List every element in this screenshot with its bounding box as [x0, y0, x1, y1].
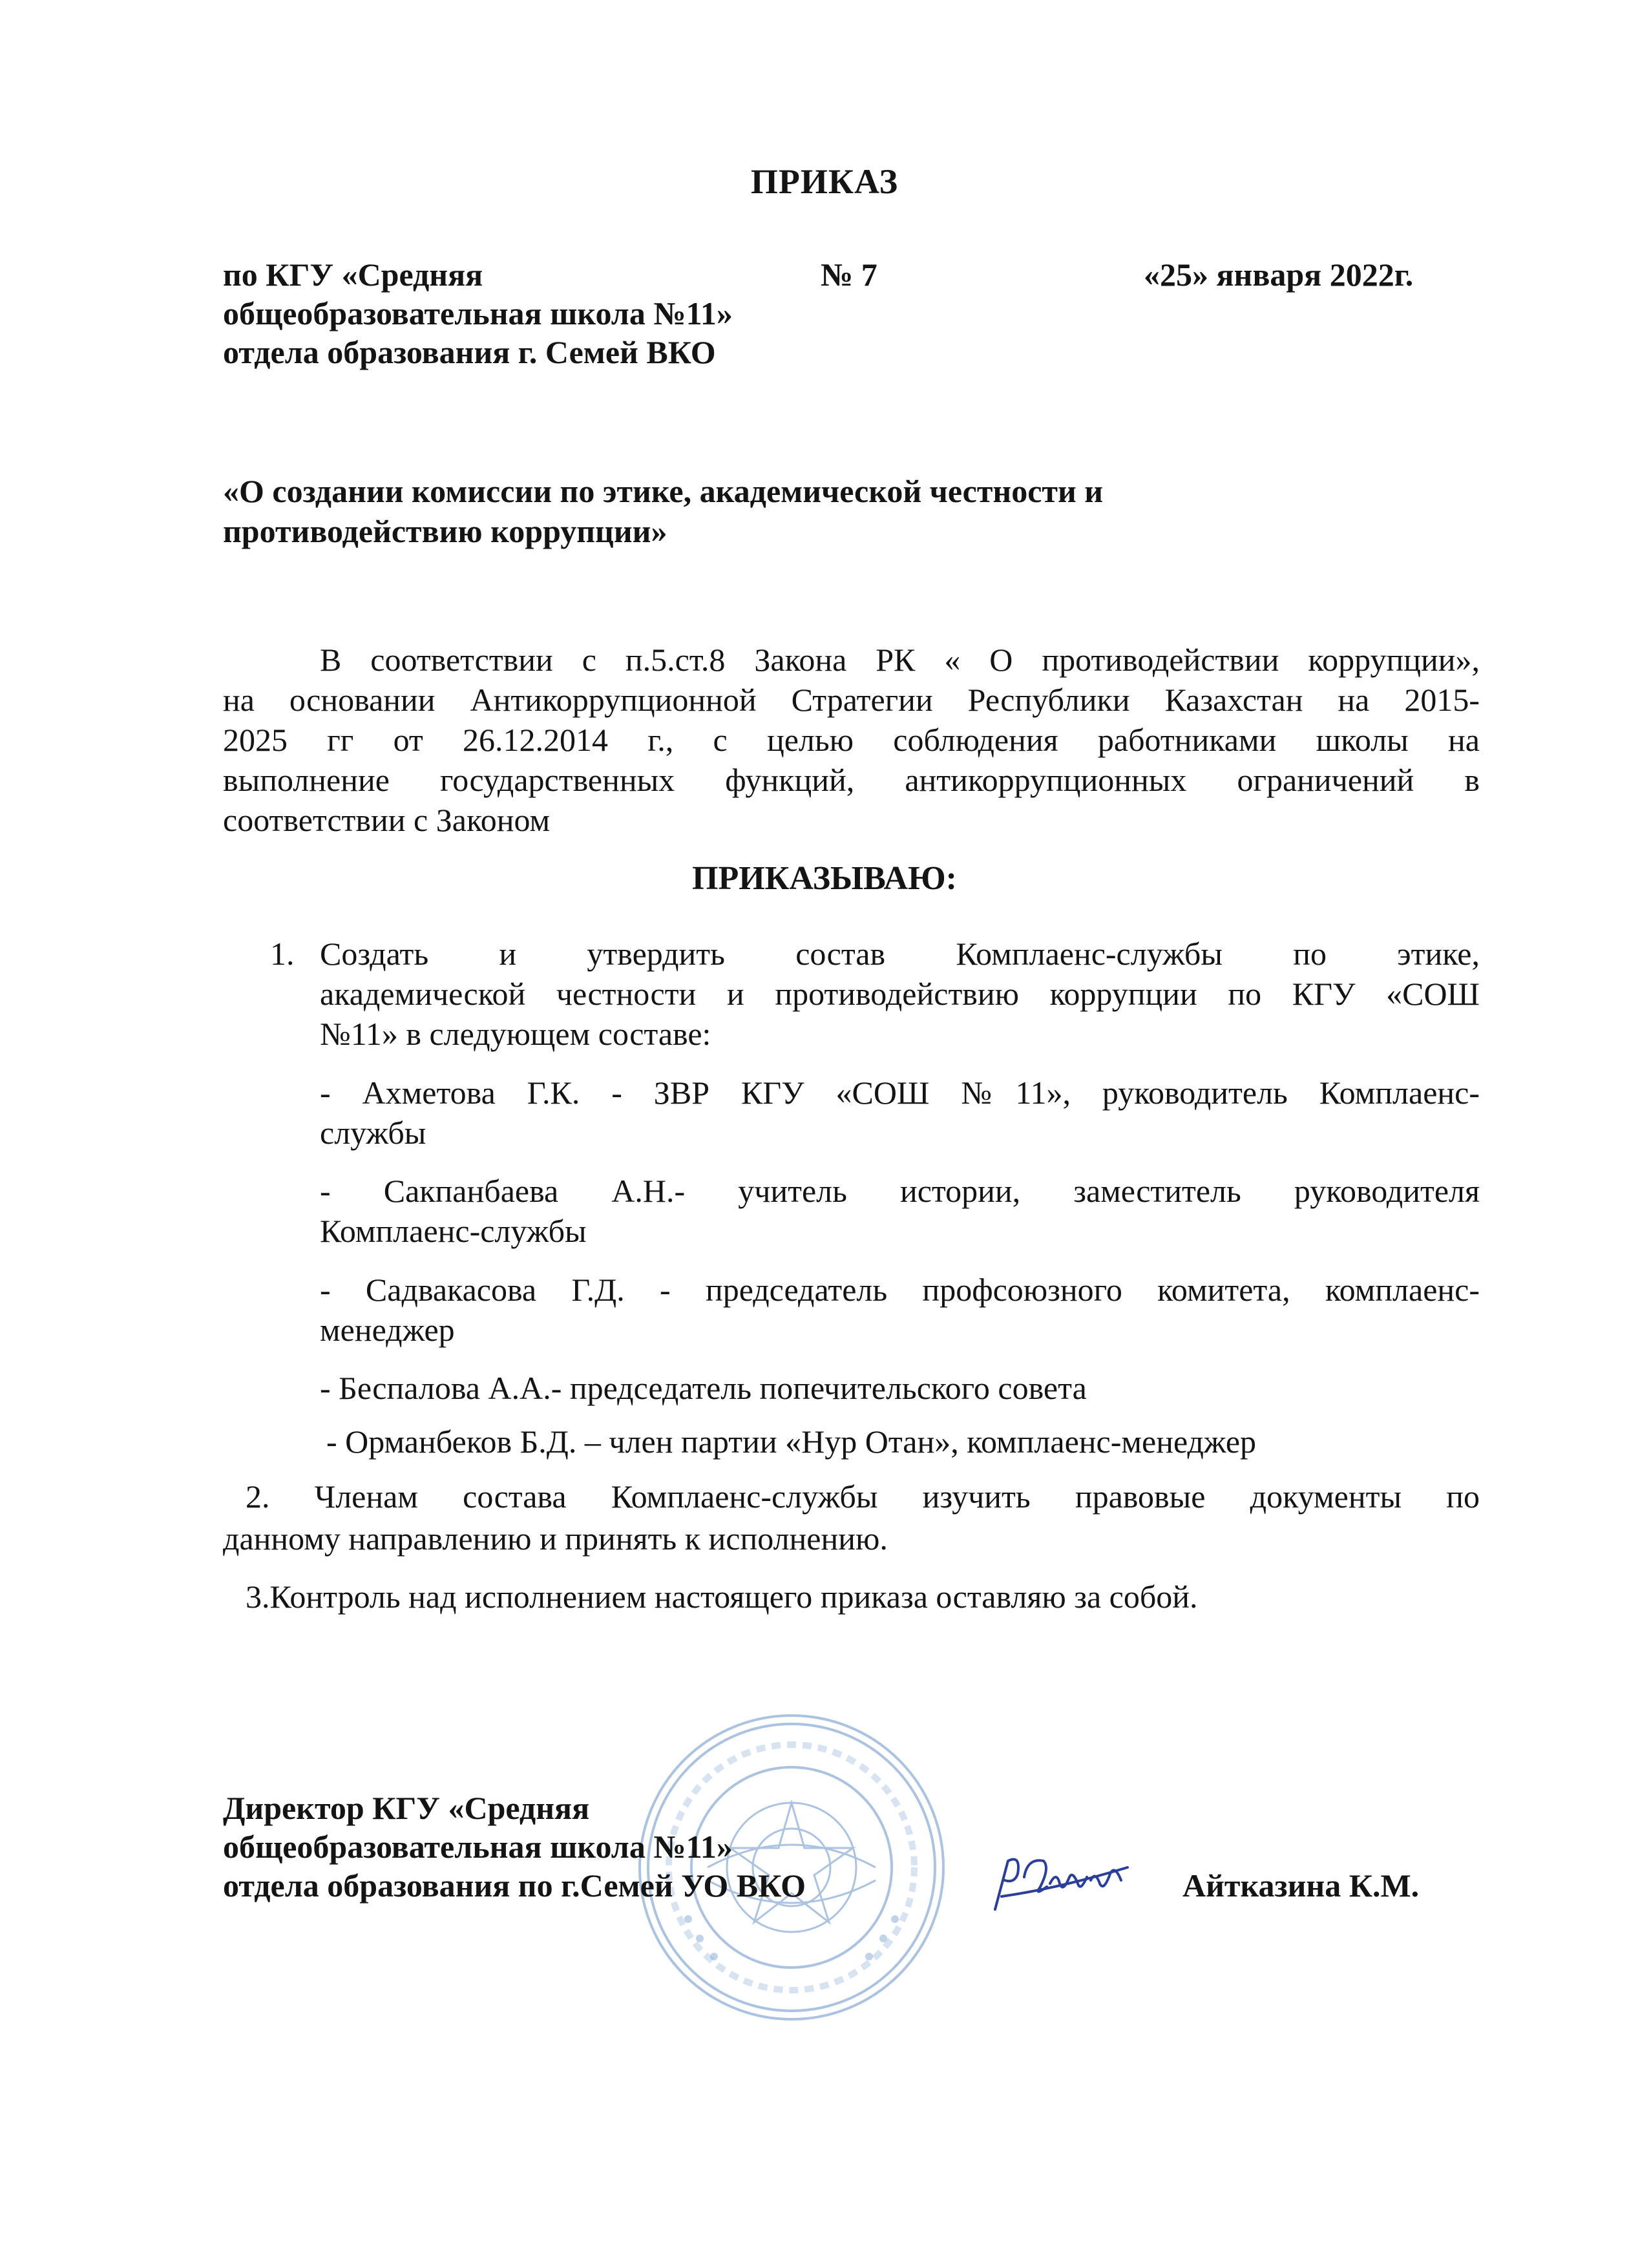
organization-line-2: общеобразовательная школа №11» — [223, 295, 733, 331]
member-5: - Орманбеков Б.Д. – член партии «Нур Отан», комплаенс-менеджер — [326, 1423, 1257, 1460]
member-3-line-1: - Садвакасова Г.Д. - председатель профсоюзного комитета, комплаенс- — [320, 1272, 1480, 1308]
subject-line-1: «О создании комиссии по этике, академической честности и — [223, 473, 1104, 509]
item-1-line-1: Создать и утвердить состав Комплаенс-службы по этике, — [320, 936, 1480, 972]
organization-line-1: по КГУ «Средняя — [223, 257, 483, 293]
preamble-line-2: на основании Антикоррупционной Стратегии Республики Казахстан на 2015- — [223, 682, 1480, 718]
member-4: - Беспалова А.А.- председатель попечительского совета — [320, 1370, 1087, 1406]
orders-heading: ПРИКАЗЫВАЮ: — [692, 860, 957, 897]
handwritten-signature-icon — [982, 1848, 1137, 1919]
member-2-line-2: Комплаенс-службы — [320, 1213, 587, 1249]
signatory-title-line-2: общеобразовательная школа №11» — [223, 1829, 733, 1865]
organization-line-3: отдела образования г. Семей ВКО — [223, 334, 716, 370]
item-1-line-3: №11» в следующем составе: — [320, 1016, 711, 1052]
member-1-line-1: - Ахметова Г.К. - ЗВР КГУ «СОШ №11», руководитель Комплаенс- — [320, 1075, 1480, 1111]
member-1-line-2: службы — [320, 1115, 426, 1151]
member-3-line-2: менеджер — [320, 1312, 455, 1348]
document-title: ПРИКАЗ — [750, 162, 899, 201]
order-date: «25» января 2022г. — [1144, 257, 1414, 293]
item-2-line-2: данному направлению и принять к исполнению. — [223, 1520, 888, 1557]
item-1-line-2: академической честности и противодействию коррупции по КГУ «СОШ — [320, 976, 1480, 1012]
order-number: № 7 — [821, 257, 877, 293]
signatory-title-line-1: Директор КГУ «Средняя — [223, 1790, 590, 1826]
subject-line-2: противодействию коррупции» — [223, 513, 667, 549]
item-3: 3.Контроль над исполнением настоящего приказа оставляю за собой. — [246, 1579, 1198, 1615]
preamble-line-4: выполнение государственных функций, антикоррупционных ограничений в — [223, 762, 1480, 798]
preamble-line-5: соответствии с Законом — [223, 802, 551, 838]
member-2-line-1: - Сакпанбаева А.Н.- учитель истории, заместитель руководителя — [320, 1173, 1480, 1209]
preamble-line-3: 2025 гг от 26.12.2014 г., с целью соблюдения работниками школы на — [223, 722, 1480, 758]
signatory-name: Айтказина К.М. — [1182, 1867, 1420, 1904]
item-1-number: 1. — [270, 936, 295, 972]
item-2-line-1: 2. Членам состава Комплаенс-службы изучить правовые документы по — [246, 1478, 1480, 1515]
preamble-line-1: В соответствии с п.5.ст.8 Закона РК « О противодействии коррупции», — [320, 642, 1480, 678]
signatory-title-line-3: отдела образования по г.Семей УО ВКО — [223, 1867, 806, 1904]
